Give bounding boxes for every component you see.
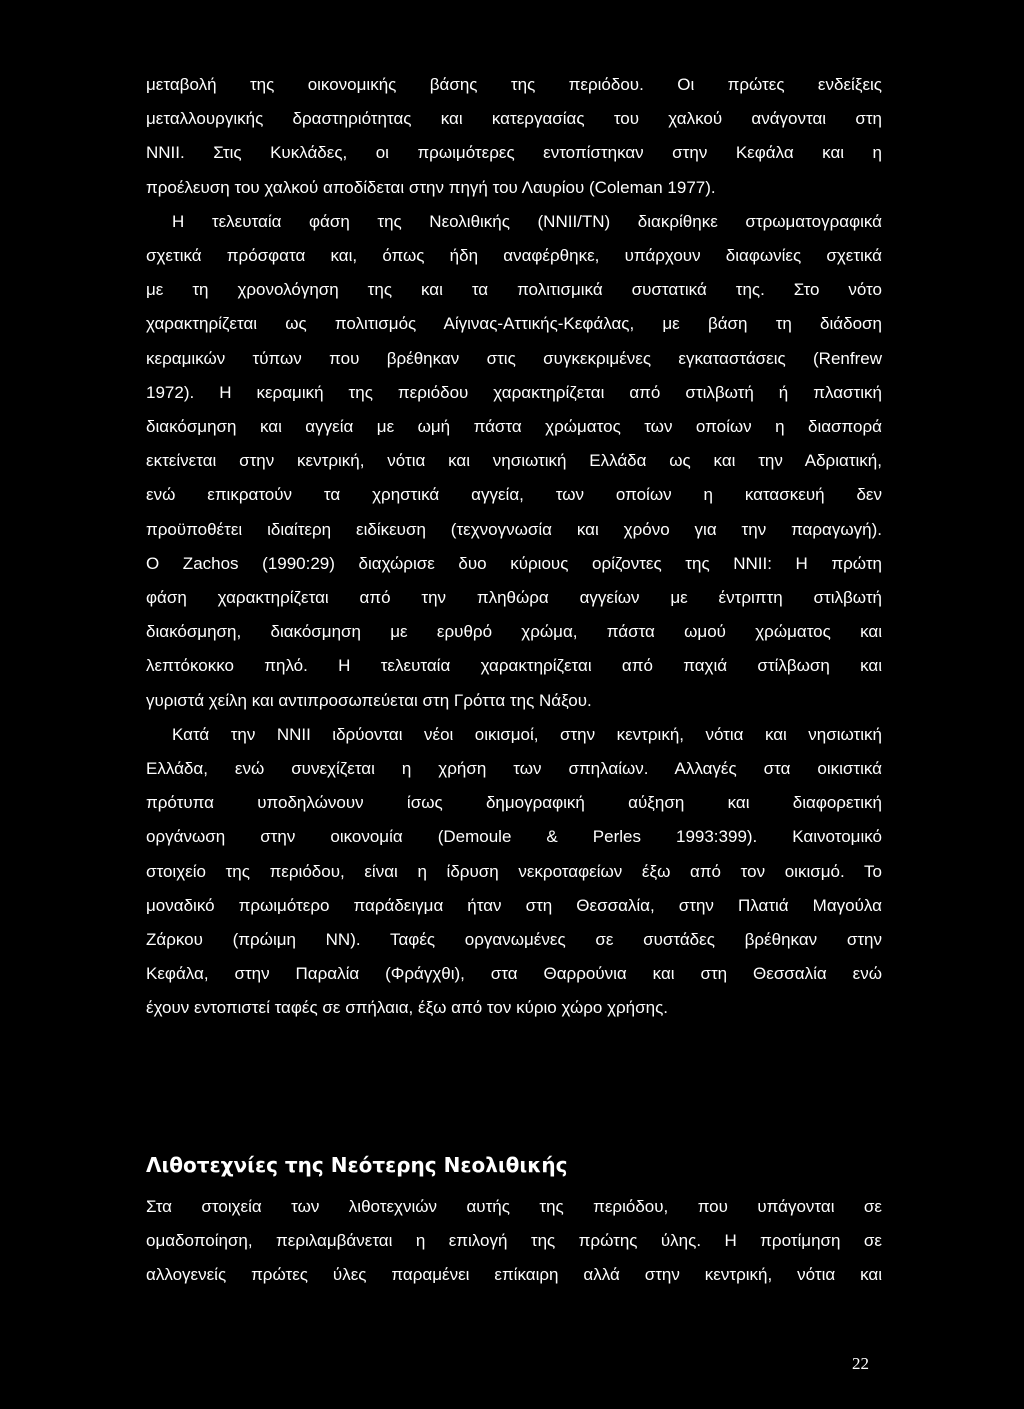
page-number: 22 [852,1354,869,1373]
text-line: μοναδικό πρωιμότερο παράδειγμα ήταν στη Θεσσαλία, στην Πλατιά Μαγούλα [146,895,882,915]
document-body [146,68,882,1026]
text-line: ΝΝΙΙ. Στις Κυκλάδες, οι πρωιμότερες εντοπίστηκαν στην Κεφάλα και η [146,143,882,163]
text-line: ενώ επικρατούν τα χρηστικά αγγεία, των οποίων η κατασκευή δεν [146,485,882,505]
text-line: γυριστά χείλη και αντιπροσωπεύεται στη Γρόττα της Νάξου. [146,690,592,710]
text-line: 1972). Η κεραμική της περιόδου χαρακτηρίζεται από στιλβωτή ή πλαστική [146,382,882,402]
text-line: χαρακτηρίζεται ως πολιτισμός Αίγινας-Αττικής-Κεφάλας, με βάση τη διάδοση [146,314,882,334]
text-line: διακόσμηση και αγγεία με ωμή πάστα χρώματος των οποίων η διασπορά [146,417,882,437]
text-line: Ζάρκου (πρώιμη ΝΝ). Ταφές οργανωμένες σε συστάδες βρέθηκαν στην [146,930,882,950]
text-line: πρότυπα υποδηλώνουν ίσως δημογραφική αύξηση και διαφορετική [146,793,882,813]
text-line: μεταλλουργικής δραστηριότητας και κατεργασίας του χαλκού ανάγονται στη [146,109,882,129]
text-line: αλλογενείς πρώτες ύλες παραμένει επίκαιρη αλλά στην κεντρική, νότια και [146,1265,882,1285]
paragraph-3 [146,718,882,1026]
text-line: εκτείνεται στην κεντρική, νότια και νησιωτική Ελλάδα ως και την Αδριατική, [146,451,882,471]
paragraph-2 [146,205,882,718]
text-line: Κεφάλα, στην Παραλία (Φράγχθι), στα Θαρρούνια και στη Θεσσαλία ενώ [146,964,882,984]
section-heading: Λιθοτεχνίες της Νεότερης Νεολιθικής [146,1153,568,1177]
text-line: στοιχείο της περιόδου, είναι η ίδρυση νεκροταφείων έξω από τον οικισμό. Το [146,861,882,881]
section-paragraph [146,1190,882,1293]
text-line: διακόσμηση, διακόσμηση με ερυθρό χρώμα, πάστα ωμού χρώματος και [146,622,882,642]
text-line: οργάνωση στην οικονομία (Demoule & Perles 1993:399). Καινοτομικό [146,827,882,847]
text-line: Κατά την ΝΝΙΙ ιδρύονται νέοι οικισμοί, στην κεντρική, νότια και νησιωτική [172,724,882,744]
text-line: ομαδοποίηση, περιλαμβάνεται η επιλογή της πρώτης ύλης. Η προτίμηση σε [146,1231,882,1251]
text-line: μεταβολή της οικονομικής βάσης της περιόδου. Οι πρώτες ενδείξεις [146,75,882,94]
text-line: Ελλάδα, ενώ συνεχίζεται η χρήση των σπηλαίων. Αλλαγές στα οικιστικά [146,759,882,779]
paragraph-1 [146,68,882,205]
text-line: Η τελευταία φάση της Νεολιθικής (ΝΝΙΙ/ΤΝ) διακρίθηκε στρωματογραφικά [172,211,882,231]
text-line: λεπτόκοκκο πηλό. Η τελευταία χαρακτηρίζεται από παχιά στίλβωση και [146,656,882,676]
text-line: έχουν εντοπιστεί ταφές σε σπήλαια, έξω από τον κύριο χώρο χρήσης. [146,998,668,1018]
text-line: προέλευση του χαλκού αποδίδεται στην πηγή του Λαυρίου (Coleman 1977). [146,177,716,197]
text-line: προϋποθέτει ιδιαίτερη ειδίκευση (τεχνογνωσία και χρόνο για την παραγωγή). [146,519,882,539]
text-line: σχετικά πρόσφατα και, όπως ήδη αναφέρθηκε, υπάρχουν διαφωνίες σχετικά [146,246,882,266]
text-line: Ο Zachos (1990:29) διαχώρισε δυο κύριους ορίζοντες της ΝΝΙΙ: Η πρώτη [146,553,882,573]
text-line: φάση χαρακτηρίζεται από την πληθώρα αγγείων με έντριπτη στιλβωτή [146,588,882,608]
text-line: Στα στοιχεία των λιθοτεχνιών αυτής της περιόδου, που υπάγονται σε [146,1197,882,1216]
text-line: με τη χρονολόγηση της και τα πολιτισμικά συστατικά της. Στο νότο [146,280,882,300]
text-line: κεραμικών τύπων που βρέθηκαν στις συγκεκριμένες εγκαταστάσεις (Renfrew [146,348,882,368]
